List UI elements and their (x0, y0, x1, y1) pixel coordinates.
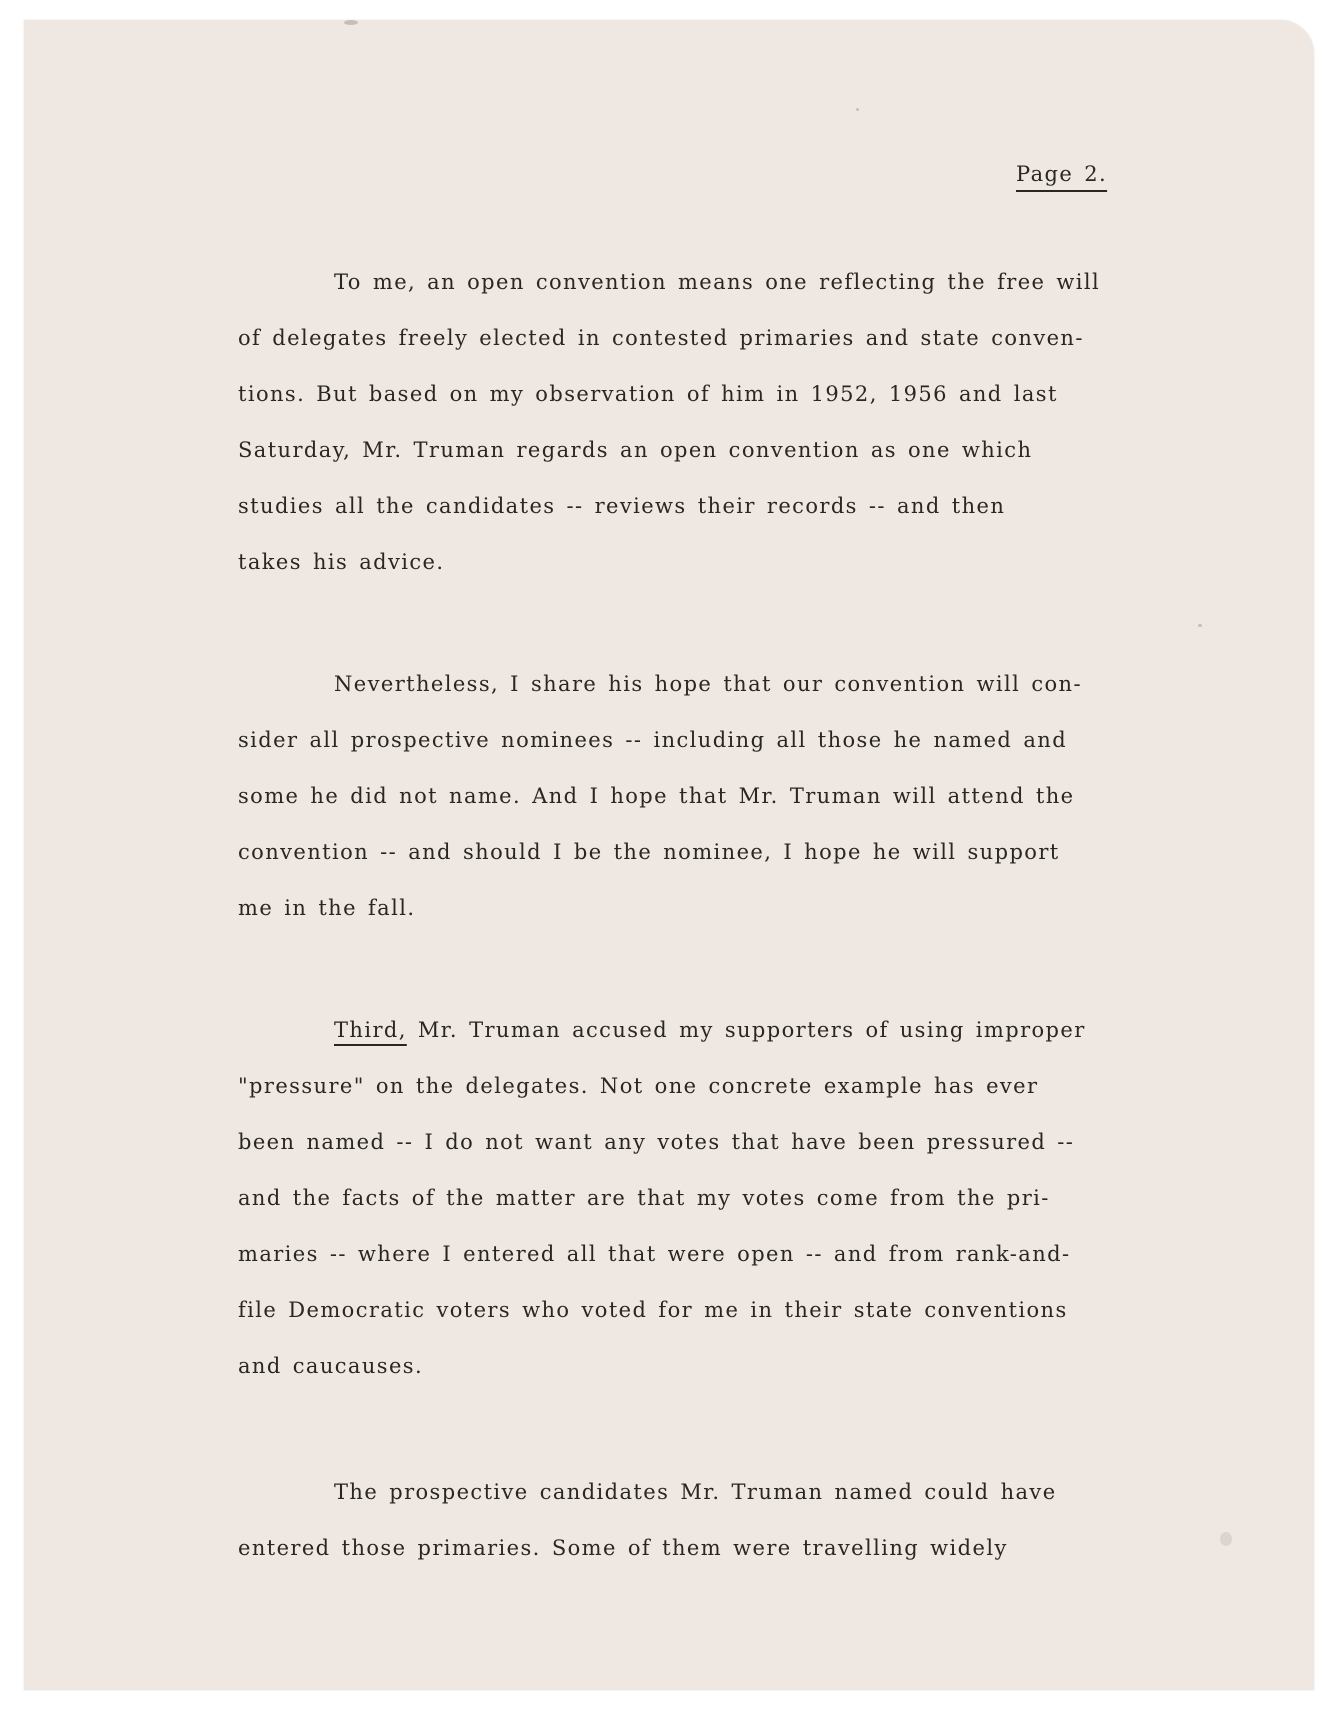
text-line: The prospective candidates Mr. Truman named could have (334, 1480, 1057, 1504)
text-line: Nevertheless, I share his hope that our convention will con- (334, 672, 1082, 696)
text-line: tions. But based on my observation of him in 1952, 1956 and last (238, 382, 1058, 406)
text-line: Saturday, Mr. Truman regards an open convention as one which (238, 438, 1033, 462)
text-line: takes his advice. (238, 550, 445, 574)
text-line: sider all prospective nominees -- including all those he named and (238, 728, 1068, 752)
text-line: studies all the candidates -- reviews their records -- and then (238, 494, 1006, 518)
text-line: convention -- and should I be the nominee, I hope he will support (238, 840, 1060, 864)
text-line: and caucauses. (238, 1354, 424, 1378)
text-line: some he did not name. And I hope that Mr. Truman will attend the (238, 784, 1075, 808)
text-line: maries -- where I entered all that were open -- and from rank-and- (238, 1242, 1071, 1266)
page-number: Page 2. (1016, 162, 1108, 186)
paragraph-4 (238, 1464, 1188, 1576)
text-line: been named -- I do not want any votes that have been pressured -- (238, 1130, 1075, 1154)
text-line: To me, an open convention means one reflecting the free will (334, 270, 1101, 294)
text-line-rest: Mr. Truman accused my supporters of using improper (406, 1018, 1086, 1042)
text-line: entered those primaries. Some of them were travelling widely (238, 1536, 1008, 1560)
text-line: and the facts of the matter are that my votes come from the pri- (238, 1186, 1050, 1210)
text-line: me in the fall. (238, 896, 416, 920)
text-line: file Democratic voters who voted for me in their state conventions (238, 1298, 1068, 1322)
text-line: "pressure" on the delegates. Not one concrete example has ever (238, 1074, 1039, 1098)
underlined-heading: Third, (334, 1018, 407, 1042)
paragraph-1 (238, 254, 1188, 590)
paragraph-3 (238, 1002, 1188, 1394)
text-line: of delegates freely elected in contested primaries and state conven- (238, 326, 1084, 350)
document-page (24, 20, 1314, 1690)
paragraph-2 (238, 656, 1188, 936)
typed-text (24, 20, 1314, 1690)
text-line (238, 1002, 1188, 1058)
